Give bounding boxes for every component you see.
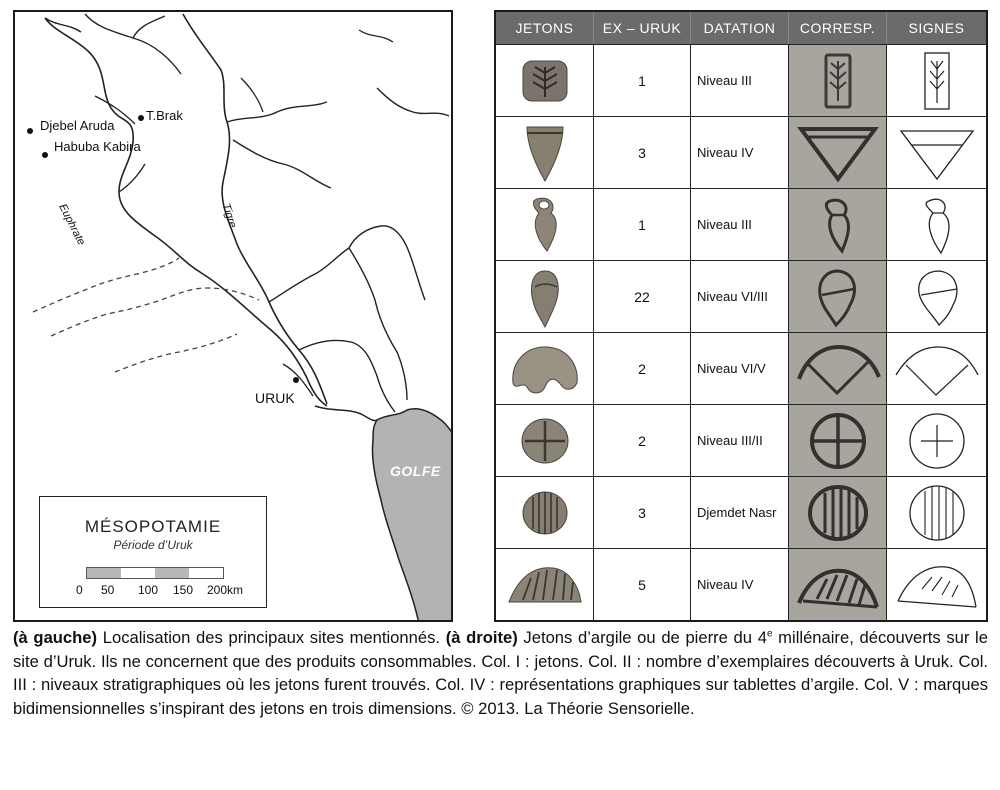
- table-row: [496, 116, 986, 188]
- djebel-aruda-dot: [27, 128, 33, 134]
- scale-tick: 100: [138, 583, 159, 597]
- count-cell: 22: [594, 261, 691, 332]
- vase-sign-icon: [887, 189, 986, 260]
- count-cell: 1: [594, 189, 691, 260]
- count-cell: 2: [594, 333, 691, 404]
- scale-segment: [189, 568, 223, 578]
- count-cell: 5: [594, 549, 691, 620]
- tablet-impression-half-circle-icon: [789, 549, 887, 620]
- vase-token-icon: [496, 189, 594, 260]
- gulf-area: [372, 409, 453, 622]
- legend-title: MÉSOPOTAMIE: [84, 517, 222, 536]
- dating-cell: Djemdet Nasr: [691, 477, 789, 548]
- caption-text-part1: Jetons d’argile ou de pierre du 4: [517, 628, 767, 647]
- dating-cell: Niveau IV: [691, 117, 789, 188]
- dating-cell: Niveau III: [691, 189, 789, 260]
- table-row: [496, 476, 986, 548]
- count-cell: 2: [594, 405, 691, 476]
- gulf-label: GOLFE: [390, 463, 441, 479]
- figure-caption: [13, 626, 988, 720]
- dating-cell: Niveau VI/III: [691, 261, 789, 332]
- leaf-rectangle-sign-icon: [887, 45, 986, 116]
- cross-circle-sign-icon: [887, 405, 986, 476]
- caption-superscript: e: [766, 628, 773, 640]
- tablet-impression-triangle-icon: [789, 117, 887, 188]
- river-label-euphrates: Euphrate: [56, 202, 88, 248]
- tablet-impression-chevron-icon: [789, 333, 887, 404]
- count-cell: 1: [594, 45, 691, 116]
- site-label-djebel-aruda: Djebel Aruda: [40, 118, 115, 133]
- scale-tick: 200km: [207, 583, 244, 597]
- cross-disk-token-icon: [496, 405, 594, 476]
- ovoid-sign-icon: [887, 261, 986, 332]
- ovoid-token-icon: [496, 261, 594, 332]
- scale-segment: [87, 568, 121, 578]
- header-jetons: JETONS: [496, 12, 594, 44]
- scale-tick: 50: [101, 583, 115, 597]
- striped-disk-token-icon: [496, 477, 594, 548]
- scale-tick: 150: [173, 583, 194, 597]
- triangle-sign-icon: [887, 117, 986, 188]
- dating-cell: Niveau III/II: [691, 405, 789, 476]
- table-row: [496, 44, 986, 116]
- striped-half-disk-token-icon: [496, 549, 594, 620]
- table-row: [496, 260, 986, 332]
- table-row: [496, 188, 986, 260]
- habuba-kabira-dot: [42, 152, 48, 158]
- caption-text-part2: millénaire, découverts sur le site d’Uruk. Ils ne concernent que des produits consommables. Col. I : jetons. Col. II : nombre d’exemplaires découverts à Uruk. Col. III : niveaux stratigraphiques où les jetons furent trouvés. Col. IV : représentations graphiques sur tablettes d’argile. Col. V : marques bidimensionnelles s’inspirant des jetons en trois dimensions. © 2013. La Théorie Sensorielle.: [13, 628, 988, 718]
- table-row: [496, 548, 986, 620]
- dating-cell: Niveau IV: [691, 549, 789, 620]
- scale-bar: [86, 567, 224, 579]
- tbrak-dot: [138, 115, 144, 121]
- scale-segment: [121, 568, 155, 578]
- site-label-tbrak: T.Brak: [146, 108, 183, 123]
- cone-token-icon: [496, 117, 594, 188]
- table-row: [496, 404, 986, 476]
- scale-tick: 0: [76, 583, 83, 597]
- uruk-dot: [293, 377, 299, 383]
- euphrates-river: [45, 18, 327, 406]
- striped-half-circle-sign-icon: [887, 549, 986, 620]
- header-signes: SIGNES: [887, 12, 986, 44]
- site-label-uruk: URUK: [255, 390, 295, 406]
- caption-left-tag: (à gauche): [13, 628, 98, 647]
- tablet-impression-ovoid-icon: [789, 261, 887, 332]
- dating-cell: Niveau VI/V: [691, 333, 789, 404]
- count-cell: 3: [594, 477, 691, 548]
- caption-right-tag: (à droite): [445, 628, 518, 647]
- river-label-tigris: Tigre: [219, 202, 239, 230]
- tablet-impression-vase-icon: [789, 189, 887, 260]
- scale-segment: [155, 568, 189, 578]
- caption-left-text: Localisation des principaux sites mentionnés.: [97, 628, 446, 647]
- dating-cell: Niveau III: [691, 45, 789, 116]
- bent-lump-token-icon: [496, 333, 594, 404]
- striped-circle-sign-icon: [887, 477, 986, 548]
- legend-subtitle: Période d’Uruk: [113, 538, 193, 552]
- tablet-impression-leaf-icon: [789, 45, 887, 116]
- header-ex-uruk: EX – URUK: [594, 12, 691, 44]
- leaf-rectangle-token-icon: [496, 45, 594, 116]
- header-corresp: CORRESP.: [789, 12, 887, 44]
- header-datation: DATATION: [691, 12, 789, 44]
- map-mesopotamia: [13, 10, 453, 622]
- count-cell: 3: [594, 117, 691, 188]
- map-legend: [39, 496, 267, 608]
- table-row: [496, 332, 986, 404]
- tablet-impression-striped-circle-icon: [789, 477, 887, 548]
- site-label-habuba-kabira: Habuba Kabira: [54, 139, 141, 154]
- tablet-impression-cross-circle-icon: [789, 405, 887, 476]
- tokens-table: [494, 10, 988, 622]
- chevron-sign-icon: [887, 333, 986, 404]
